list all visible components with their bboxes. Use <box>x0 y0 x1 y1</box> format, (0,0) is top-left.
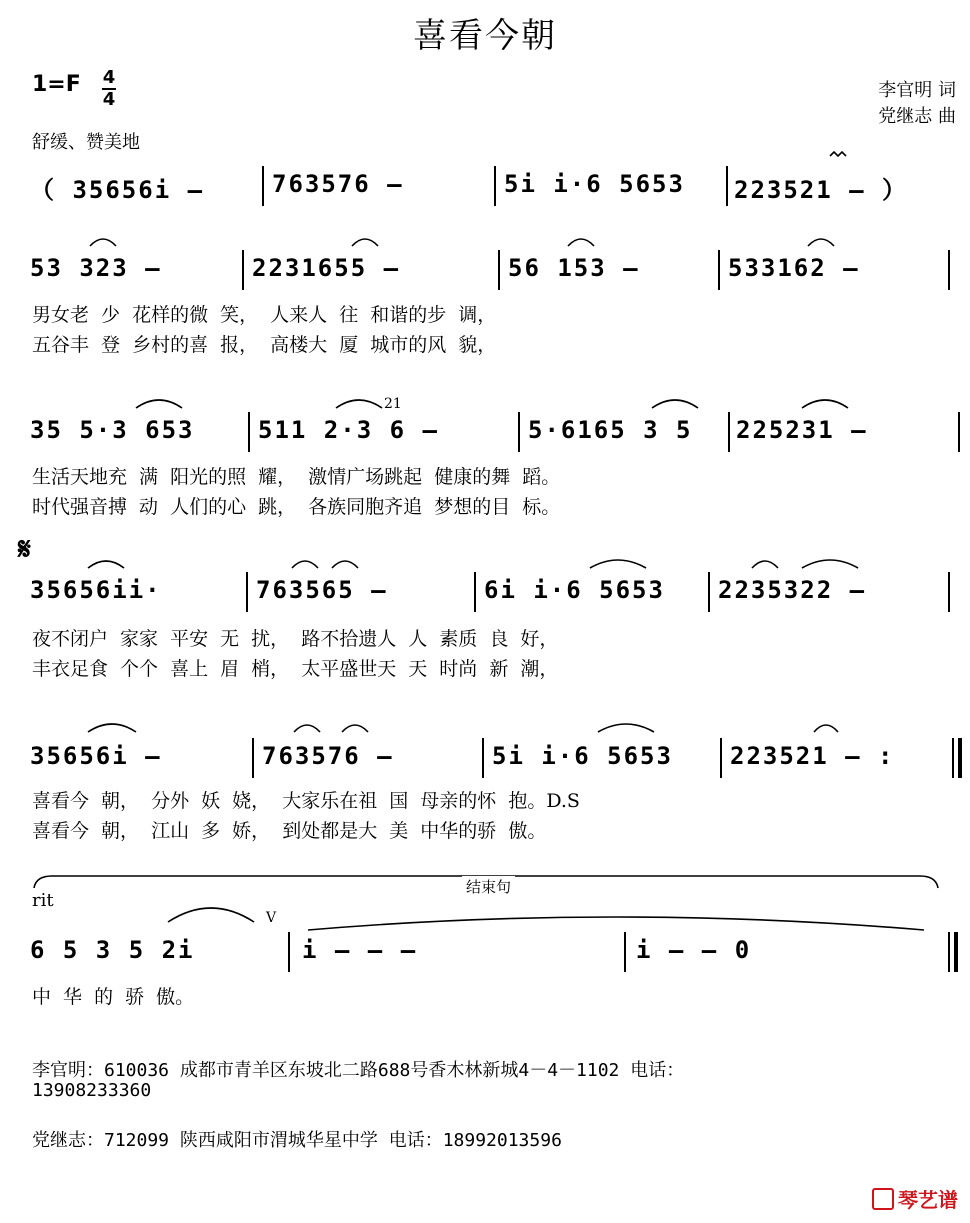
logo-icon <box>872 1188 894 1210</box>
slur <box>750 556 780 570</box>
grace-note: 21 <box>384 396 402 412</box>
lyric-line: 中 华 的 骄 傲。 <box>32 986 195 1008</box>
meter-top: 4 <box>102 67 116 88</box>
notes: 511 2·3 6 – <box>258 416 439 444</box>
score-row-6 <box>30 932 960 972</box>
composer-credit: 党继志 曲 <box>878 106 956 127</box>
slur <box>340 720 370 734</box>
notes: i – – – <box>302 936 418 964</box>
lyricist-credit: 李官明 词 <box>878 80 956 101</box>
slur <box>86 556 126 570</box>
contact-line: 13908233360 <box>32 1080 152 1101</box>
notes: 225231 – <box>736 416 868 444</box>
slur <box>800 396 850 410</box>
logo-text: 琴艺谱 <box>898 1188 958 1212</box>
meter-bottom: 4 <box>102 89 116 110</box>
slur <box>166 900 256 926</box>
notes: 2231655 – <box>252 254 401 282</box>
slur <box>292 720 322 734</box>
score-row-5 <box>30 738 960 778</box>
notes: 56 153 – <box>508 254 640 282</box>
notes: 223521 – ） <box>734 176 909 204</box>
time-signature <box>100 68 118 110</box>
slur <box>588 556 648 570</box>
notes: 533162 – <box>728 254 860 282</box>
score-row-3 <box>30 412 950 452</box>
notes: i – – 0 <box>636 936 752 964</box>
rit-marking: rit <box>32 890 54 911</box>
segno-sign: 𝄋 <box>18 532 31 567</box>
slur <box>290 556 320 570</box>
ending-label: 结束句 <box>462 876 515 897</box>
lyric-line: 五谷丰 登 乡村的喜 报， 高楼大 厦 城市的风 貌， <box>32 334 497 356</box>
ornament-mark <box>830 150 850 160</box>
song-title: 喜看今朝 <box>413 16 557 56</box>
lyric-line: 夜不闭户 家家 平安 无 扰， 路不拾遗人 人 素质 良 好， <box>32 628 559 650</box>
lyric-line: 时代强音搏 动 人们的心 跳， 各族同胞齐追 梦想的目 标。 <box>32 496 561 518</box>
tempo-marking: 舒缓、赞美地 <box>32 132 140 153</box>
slur <box>566 234 596 248</box>
notes: 6i i·6 5653 <box>484 576 665 604</box>
notes: 53 323 – <box>30 254 162 282</box>
score-row-2 <box>30 250 950 290</box>
notes: 35656i – <box>30 742 162 770</box>
notes: 5i i·6 5653 <box>492 742 673 770</box>
lyric-line: 男女老 少 花样的微 笑， 人来人 往 和谐的步 调， <box>32 304 497 326</box>
notes: 2235322 – <box>718 576 867 604</box>
score-row-4 <box>30 572 950 612</box>
notes: （ 35656i – <box>30 176 205 204</box>
contact-line: 李官明：610036 成都市青羊区东坡北二路688号香木林新城4－4－1102 电话： <box>32 1060 685 1081</box>
lyric-line: 生活天地充 满 阳光的照 耀， 激情广场跳起 健康的舞 蹈。 <box>32 466 561 488</box>
slur <box>806 234 836 248</box>
notes: 763565 – <box>256 576 388 604</box>
lyric-line: 喜看今 朝， 江山 多 娇， 到处都是大 美 中华的骄 傲。 <box>32 820 547 842</box>
notes: 5·6165 3 5 <box>528 416 693 444</box>
notes: 223521 – : <box>730 742 895 770</box>
slur <box>350 234 380 248</box>
slur <box>334 396 384 410</box>
contact-line: 党继志：712099 陕西咸阳市渭城华星中学 电话：18992013596 <box>32 1130 562 1151</box>
slur <box>330 556 360 570</box>
lyric-line: 丰衣足食 个个 喜上 眉 梢， 太平盛世天 天 时尚 新 潮， <box>32 658 559 680</box>
slur <box>650 396 700 410</box>
slur <box>812 720 840 734</box>
notes: 35 5·3 653 <box>30 416 195 444</box>
site-logo <box>872 1184 958 1213</box>
notes: 5i i·6 5653 <box>504 170 685 198</box>
notes: 763576 – <box>272 170 404 198</box>
slur <box>800 556 860 570</box>
slur <box>86 720 138 734</box>
key-signature: 1=F <box>32 72 81 97</box>
tie <box>306 912 926 932</box>
slur <box>596 720 656 734</box>
breath-mark: V <box>266 910 277 926</box>
notes: 35656ii· <box>30 576 162 604</box>
notes: 6 5 3 5 2i <box>30 936 195 964</box>
score-row-1 <box>30 166 950 206</box>
slur <box>88 234 118 248</box>
notes: 763576 – <box>262 742 394 770</box>
slur <box>134 396 184 410</box>
lyric-line: 喜看今 朝， 分外 妖 娆， 大家乐在祖 国 母亲的怀 抱。D.S <box>32 790 580 812</box>
